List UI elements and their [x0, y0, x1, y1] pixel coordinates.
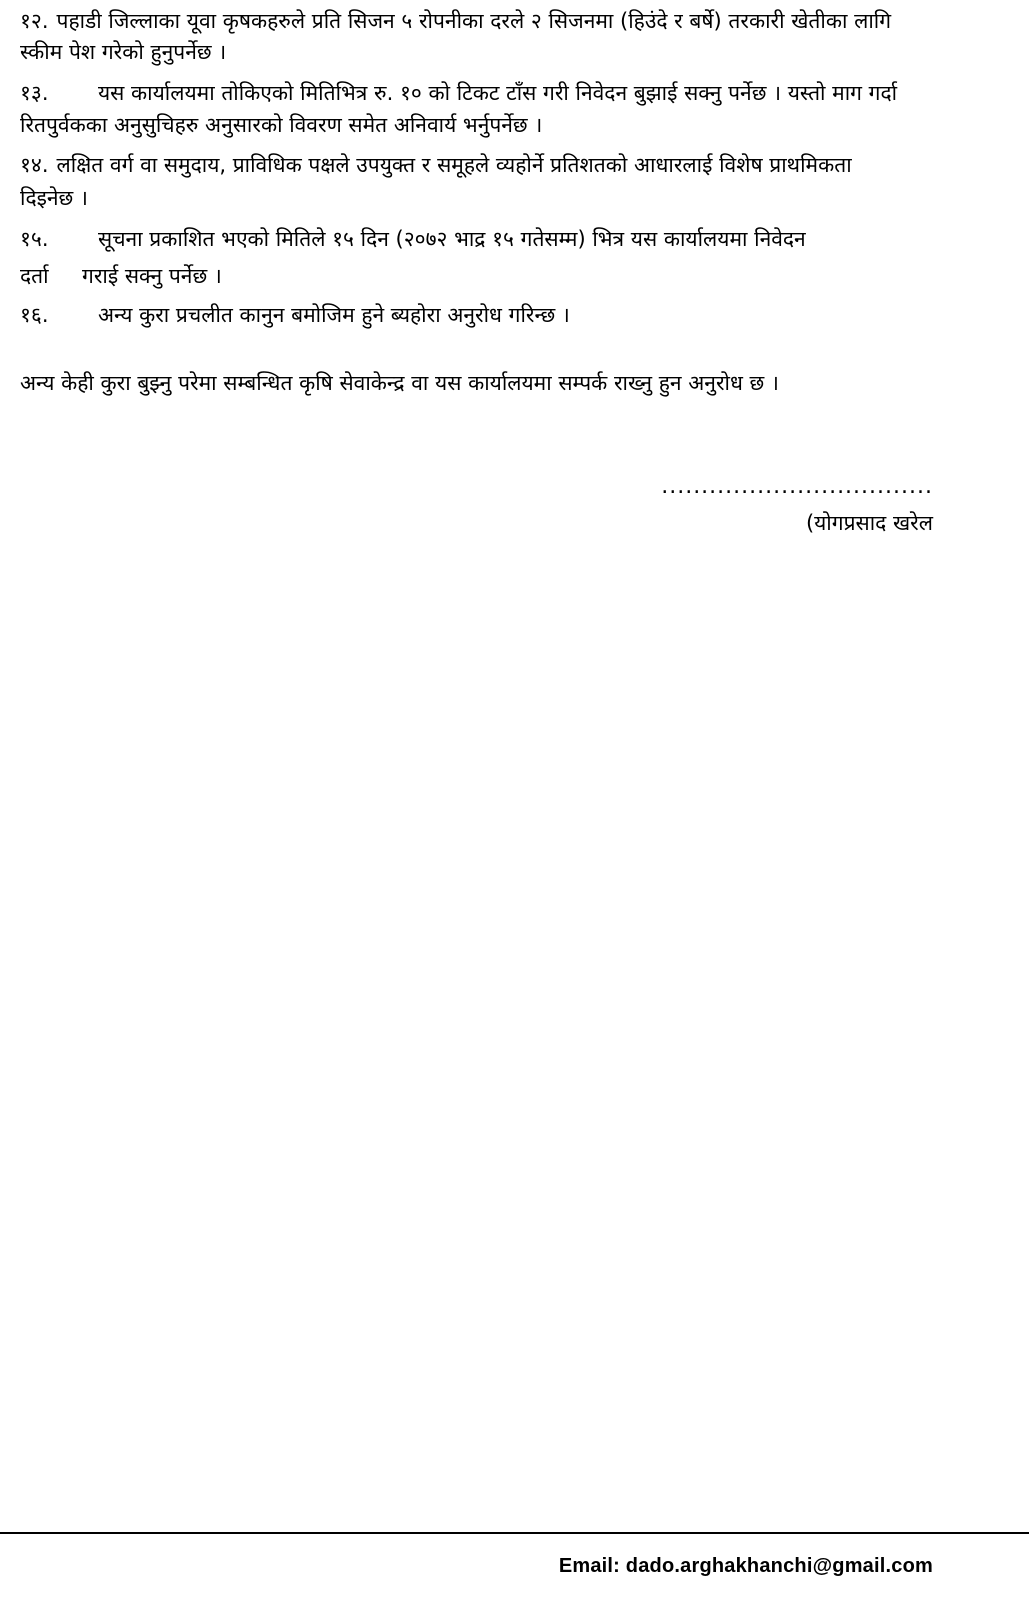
- item-text: दिइनेछ ।: [20, 186, 88, 210]
- item-12-line-1: [20, 6, 891, 36]
- item-number: १२.: [20, 9, 49, 33]
- item-13-line-1: [20, 78, 897, 108]
- item-14-line-2: [20, 183, 88, 213]
- item-lead-word: दर्ता: [20, 264, 49, 288]
- signature-dotted-line: ..................................: [661, 474, 933, 499]
- closing-paragraph: अन्य केही कुरा बुझ्नु परेमा सम्बन्धित कृषि सेवाकेन्द्र वा यस कार्यालयमा सम्पर्क राख्नु हुन अनुरोध छ ।: [20, 371, 779, 395]
- footer-email: Email: dado.arghakhanchi@gmail.com: [558, 1555, 933, 1577]
- item-number: १६.: [20, 303, 49, 327]
- item-text: स्कीम पेश गरेको हुनुपर्नेछ ।: [20, 40, 227, 64]
- item-number: १४.: [20, 153, 49, 177]
- item-number: १५.: [20, 227, 49, 251]
- signatory-name: (योगप्रसाद खरेल: [805, 511, 933, 535]
- item-text: अन्य कुरा प्रचलीत कानुन बमोजिम हुने ब्यहोरा अनुरोध गरिन्छ ।: [98, 303, 570, 327]
- item-number: १३.: [20, 81, 49, 105]
- item-text: सूचना प्रकाशित भएको मितिले १५ दिन (२०७२ भाद्र १५ गतेसम्म) भित्र यस कार्यालयमा निवेदन: [98, 227, 806, 251]
- item-13-line-2: [20, 110, 542, 140]
- item-12-line-2: [20, 37, 226, 67]
- item-15-line-2: [20, 261, 222, 291]
- item-text: यस कार्यालयमा तोकिएको मितिभित्र रु. १० को टिकट टाँस गरी निवेदन बुझाई सक्नु पर्नेछ । यस्तो माग गर्दा: [98, 81, 898, 105]
- item-16-line-1: [20, 300, 570, 330]
- item-text: रितपुर्वकका अनुसुचिहरु अनुसारको विवरण समेत अनिवार्य भर्नुपर्नेछ ।: [20, 113, 543, 137]
- item-text: गराई सक्नु पर्नेछ ।: [82, 264, 222, 288]
- item-text: लक्षित वर्ग वा समुदाय, प्राविधिक पक्षले उपयुक्त र समूहले व्यहोर्ने प्रतिशतको आधारलाई विशेष प्राथमिकता: [56, 153, 852, 177]
- item-14-line-1: [20, 150, 852, 180]
- item-15-line-1: [20, 224, 806, 254]
- footer-divider: [0, 1532, 1029, 1534]
- item-text: पहाडी जिल्लाका यूवा कृषकहरुले प्रति सिजन ५ रोपनीका दरले २ सिजनमा (हिउंदे र बर्षे) तरकारी खेतीका लागि: [56, 9, 892, 33]
